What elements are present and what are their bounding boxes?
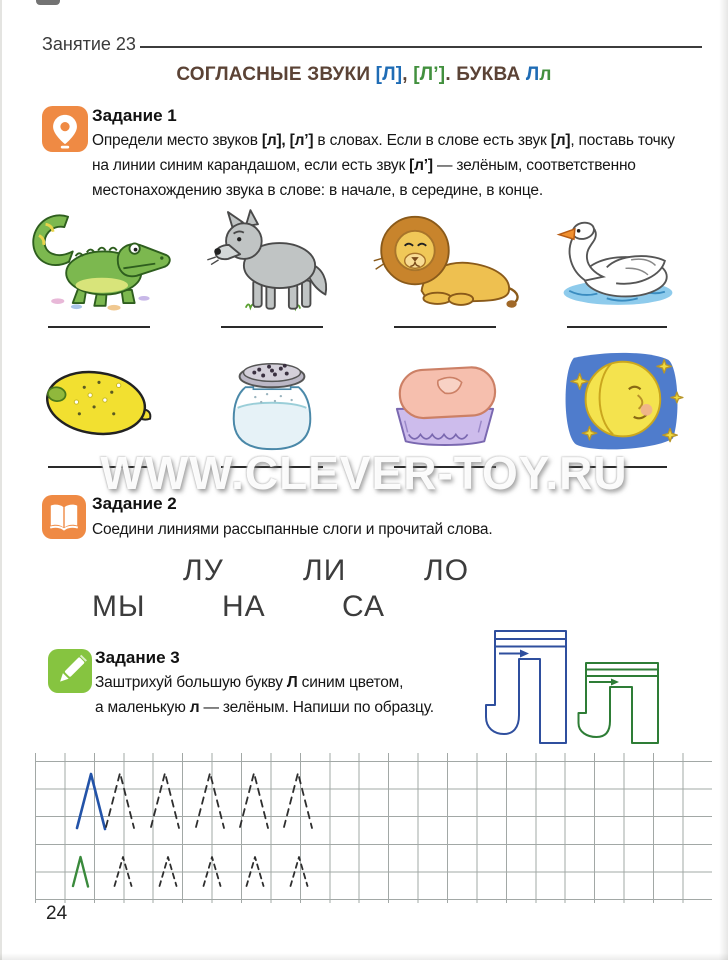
task1-text: Определи место звуков [л], [л’] в словах. Если в слове есть звук [л], поставь точку на линии синим карандашом, если есть звук [л’] — зелёным, соответственно местонахождению звука в слове: в начале, в середине, в конце. (92, 132, 675, 199)
map-pin-icon (42, 106, 88, 152)
solid-small-letter (73, 857, 88, 887)
open-book-icon (42, 495, 86, 539)
answer-line (394, 326, 496, 328)
syllable: СА (342, 590, 386, 623)
swan-image (543, 200, 693, 316)
page-edge-right (719, 0, 728, 960)
page-number: 24 (46, 903, 68, 924)
salt-shaker-image (197, 348, 347, 458)
answer-line (567, 326, 667, 328)
crocodile-image (24, 200, 174, 316)
dashed-big-letters (106, 773, 312, 828)
syllable: ЛИ (303, 554, 347, 587)
scan-artifact (36, 0, 60, 5)
watermark: WWW.CLEVER-TOY.RU (100, 447, 628, 499)
answer-line (221, 326, 323, 328)
dashed-small-letters (115, 857, 308, 886)
header-rule (140, 46, 702, 48)
task2-text: Соедини линиями рассыпанные слоги и прочитай слова. (92, 521, 493, 538)
lion-image (370, 200, 520, 316)
solid-big-letter (77, 774, 105, 829)
lesson-label: Занятие 23 (42, 34, 136, 54)
task3-heading: Задание 3 (95, 648, 180, 667)
syllable: НА (222, 590, 266, 623)
lemon-image (24, 348, 174, 458)
task3-text: Заштрихуй большую букву Л синим цветом, а маленькую л — зелёным. Напиши по образцу. (95, 674, 434, 716)
page-title: СОГЛАСНЫЕ ЗВУКИ [Л], [Л’]. БУКВА Лл (176, 64, 552, 85)
soap-image (370, 348, 520, 458)
syllable: ЛО (424, 554, 470, 587)
sample-letter-big-L-outline (484, 629, 568, 745)
task1-heading: Задание 1 (92, 106, 177, 125)
wolf-image (197, 200, 347, 316)
task2-heading: Задание 2 (92, 494, 177, 513)
answer-line (48, 326, 150, 328)
moon-image (543, 348, 693, 458)
page-edge-left (0, 0, 2, 960)
practice-letters (35, 753, 712, 903)
page-edge-bottom (0, 953, 728, 960)
syllable: МЫ (92, 590, 146, 623)
pencil-icon (48, 649, 92, 693)
sample-letter-small-l-outline (576, 661, 660, 745)
syllable: ЛУ (183, 554, 224, 587)
